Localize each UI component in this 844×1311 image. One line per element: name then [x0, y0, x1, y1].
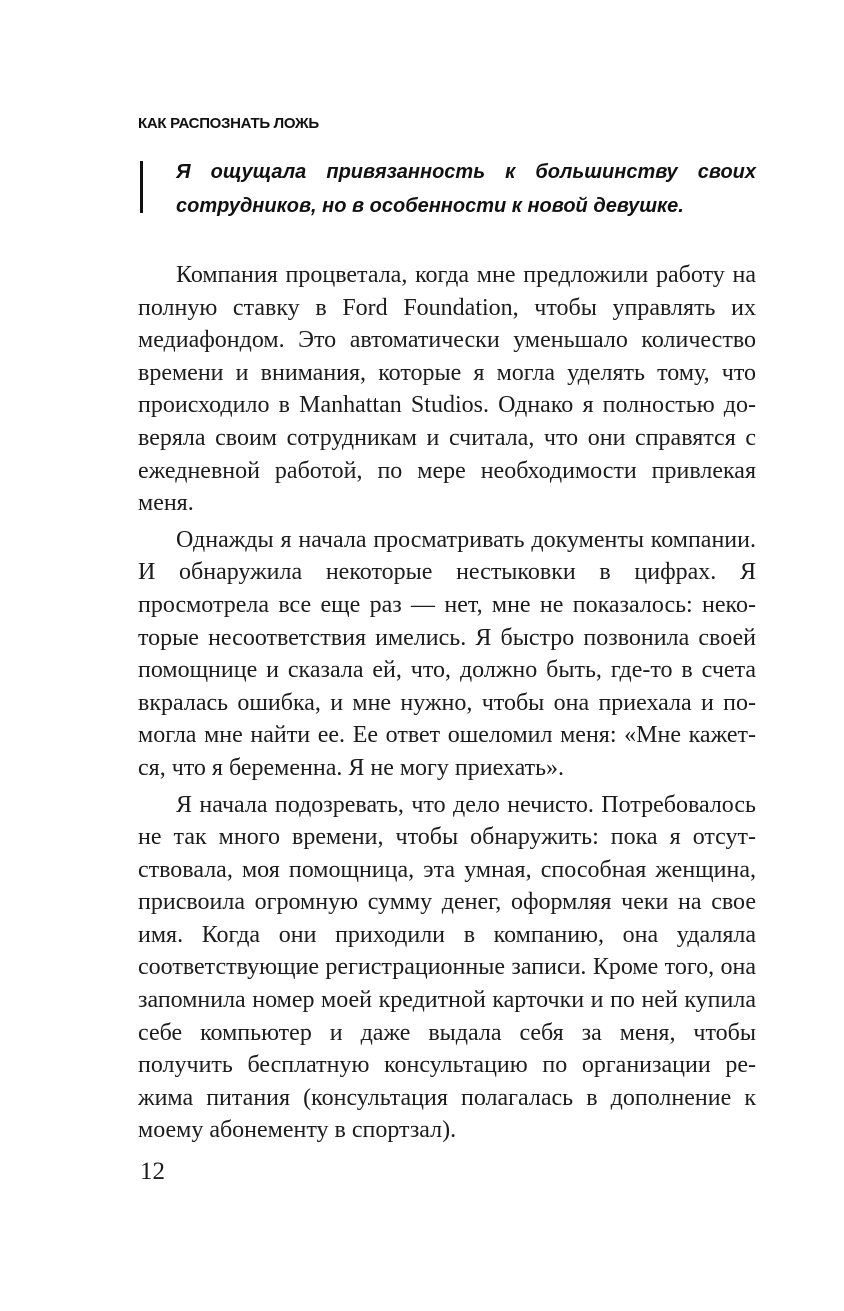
pull-quote [138, 155, 756, 217]
pull-quote-text: Я ощущала привязанность к большинству своих сотрудников, но в особенности к новой девушке. [176, 161, 756, 217]
paragraph: Компания процветала, когда мне предложили работу на полную ставку в Ford Foundation, чтобы управлять их медиафондом. Это автоматически уменьшало количество времени и внимания, которые я могла уделять тому, что происходило в Manhattan Studios. Однако я полностью доверяла своим сотрудникам и считала, что они справятся с ежедневной работой, по мере необходимости привлекая меня. [138, 262, 756, 517]
paragraph: Однажды я начала просматривать документы компании. И обнаружила некоторые нестыковки в цифрах. Я просмотрела все еще раз — нет, мне не показалось: некоторые несоответствия имелись. Я быстро позвонила своей помощнице и сказала ей, что, должно быть, где-то в счета вкралась ошибка, и мне нужно, чтобы она приехала и помогла мне найти ее. Ее ответ ошеломил меня: «Мне кажется, что я беременна. Я не могу приехать». [138, 526, 756, 781]
body-text [138, 259, 756, 1147]
running-head: КАК РАСПОЗНАТЬ ЛОЖЬ [138, 115, 319, 132]
paragraph: Я начала подозревать, что дело нечисто. Потребовалось не так много времени, чтобы обнаружить: пока я отсутствовала, моя помощница, эта умная, способная женщина, присвоила огромную сумму денег, оформляя чеки на свое имя. Когда они приходили в компанию, она удаляла соответствующие регистрационные записи. Кроме того, она запомнила номер моей кредитной карточки и по ней купила себе компьютер и даже выдала себя за меня, чтобы получить бесплатную консультацию по организации режима питания (консультация полагалась в дополнение к моему абонементу в спортзал). [138, 791, 756, 1144]
page-number: 12 [140, 1158, 165, 1185]
quote-rule [140, 161, 143, 213]
